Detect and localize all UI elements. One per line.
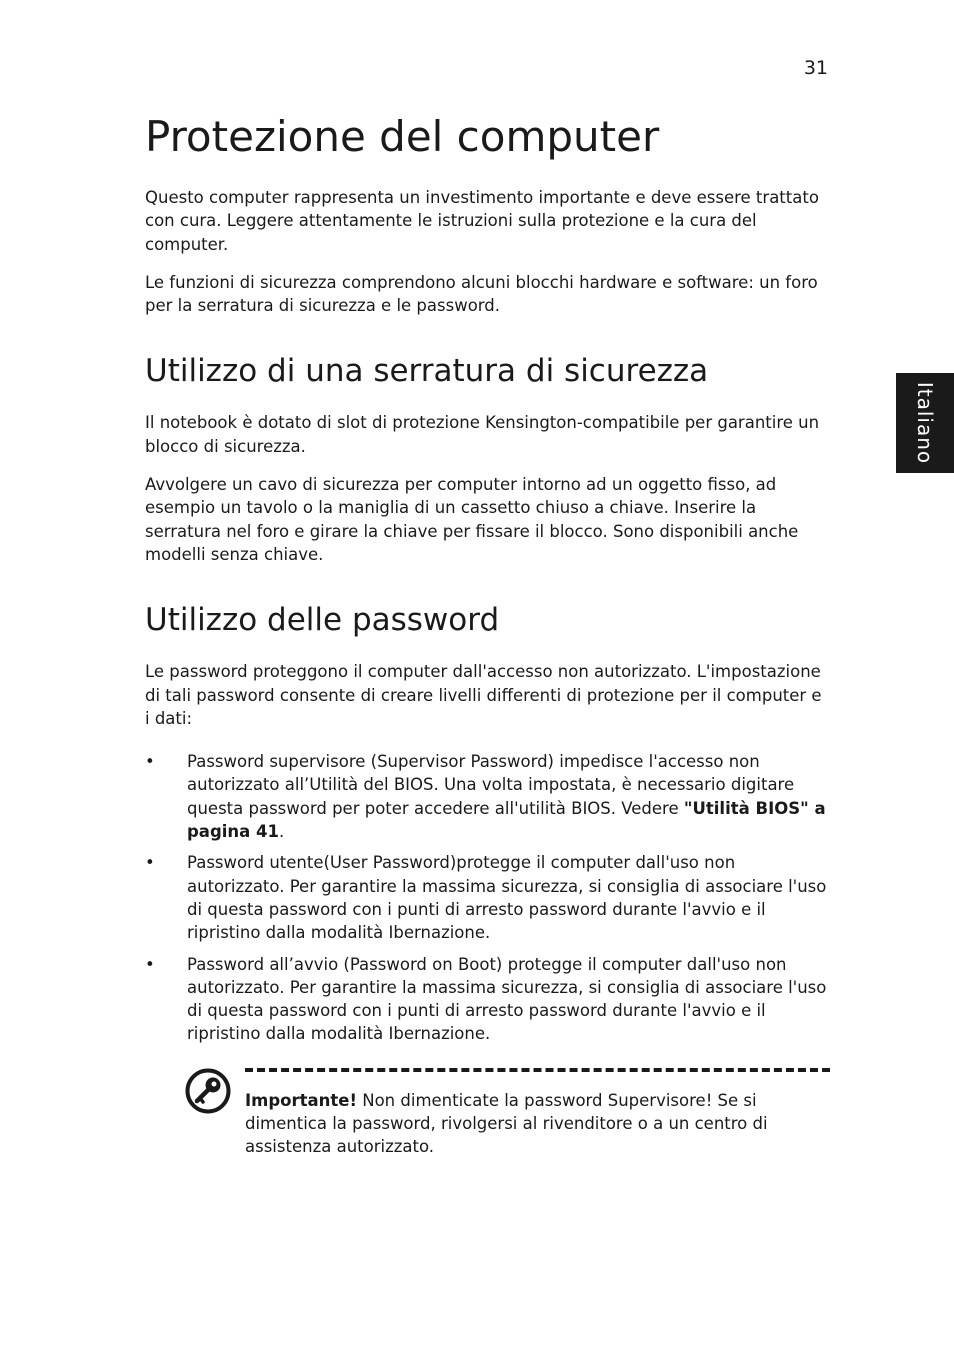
list-item-text: Password utente(User Password)protegge il computer dall'uso non autorizzato. Per garantire la massima sicurezza, si consiglia di associare l'uso di questa password con i punti di arresto password durante l'avvio e il ripristino dalla modalità Ibernazione.	[187, 853, 827, 943]
list-item	[145, 851, 830, 944]
list-item	[145, 750, 830, 843]
language-tab	[896, 373, 954, 473]
list-item	[145, 953, 830, 1046]
page-number: 31	[803, 57, 828, 79]
note-text	[245, 1089, 830, 1159]
bullet: •	[145, 752, 155, 772]
section-heading-lock: Utilizzo di una serratura di sicurezza	[145, 353, 709, 390]
note-label: Importante!	[245, 1090, 357, 1110]
section-heading-password: Utilizzo delle password	[145, 602, 500, 639]
dashed-divider	[245, 1068, 830, 1072]
bullet: •	[145, 954, 155, 974]
lock-paragraph: Avvolgere un cavo di sicurezza per computer intorno ad un oggetto fisso, ad esempio un tavolo o la maniglia di un cassetto chiuso a chiave. Inserire la serratura nel foro e girare la chiave per fissare il blocco. Sono disponibili anche modelli senza chiave.	[145, 475, 799, 564]
list-item-text-end: .	[279, 822, 285, 842]
list-item-text: Password all’avvio (Password on Boot) protegge il computer dall'uso non autorizzato. Per garantire la massima sicurezza, si consiglia di associare l'uso di questa password con i punti di arresto password durante l'avvio e il ripristino dalla modalità Ibernazione.	[187, 954, 827, 1044]
lock-paragraph: Il notebook è dotato di slot di protezione Kensington-compatibile per garantire un blocco di sicurezza.	[145, 413, 820, 456]
password-intro: Le password proteggono il computer dall'accesso non autorizzato. L'impostazione di tali password consente di creare livelli differenti di protezione per il computer e i dati:	[145, 662, 822, 728]
bullet: •	[145, 853, 155, 873]
bios-reference-link[interactable]: "Utilità BIOS" a pagina 41	[187, 798, 826, 842]
intro-paragraph: Le funzioni di sicurezza comprendono alcuni blocchi hardware e software: un foro per la serratura di sicurezza e le password.	[145, 272, 818, 316]
list-item-text: Password supervisore (Supervisor Password) impedisce l'accesso non autorizzato all’Utilità del BIOS. Una volta impostata, è necessario digitare questa password per poter accedere all'utilità BIOS. Vedere	[187, 752, 795, 818]
page-content	[145, 108, 830, 1159]
note-body: Non dimenticate la password Supervisore! Se si dimentica la password, rivolgersi al rivenditore o a un centro di assistenza autorizzato.	[245, 1090, 768, 1157]
password-list	[145, 750, 830, 1046]
key-icon	[185, 1068, 231, 1114]
page-title: Protezione del computer	[145, 112, 660, 161]
language-tab-label: Italiano	[913, 381, 937, 465]
important-note	[145, 1068, 830, 1159]
intro-paragraph: Questo computer rappresenta un investimento importante e deve essere trattato con cura. Leggere attentamente le istruzioni sulla protezione e la cura del computer.	[145, 188, 819, 254]
